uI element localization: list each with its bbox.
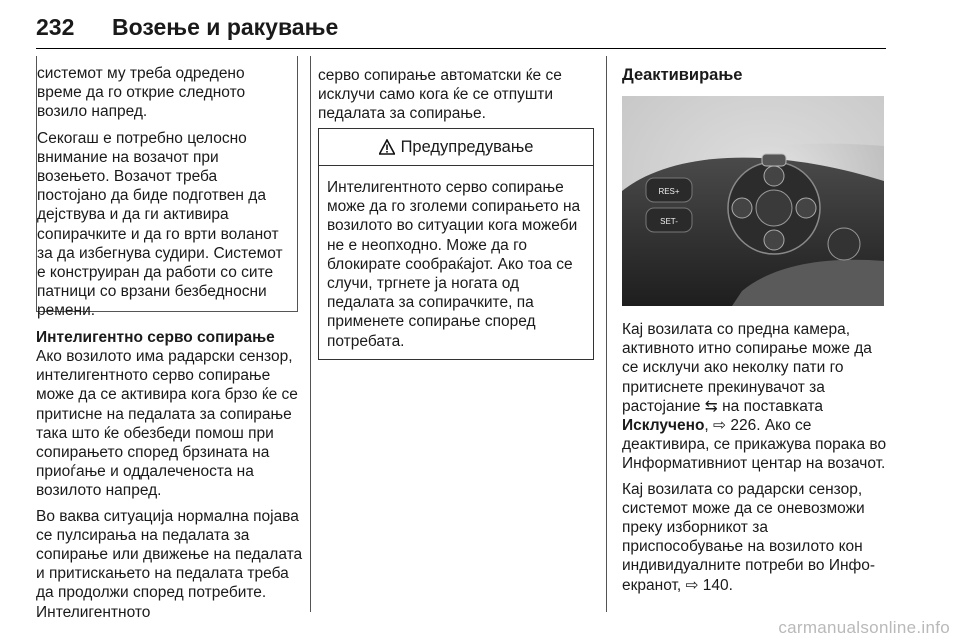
frame-paragraph-2: Секогаш е потребно целосно внимание на возачот при возењето. Возачот треба постојано да биде подготвен да дејствува и да ги активира сопирачките и да го врти воланот за да избегнува судири. Системот е конструиран да работи со сите патници со врзани безбедносни ремени. bbox=[37, 129, 283, 320]
section-title: Возење и ракување bbox=[112, 14, 339, 40]
column-1 bbox=[36, 328, 304, 628]
header-rule bbox=[36, 48, 886, 49]
column-3 bbox=[622, 66, 890, 85]
steering-wheel-photo bbox=[622, 96, 884, 306]
warning-text: Интелигентното серво сопирање може да го зголеми сопирањето на возилото во ситуации кога можеби не е неопходно. Може да го блокирате сообраќајот. Ако тоа се случи, тргнете ја ногата од педалата за сопирачките, па применете сопирање според потребата. bbox=[327, 179, 581, 350]
col1-paragraph-1: Ако возилото има радарски сензор, интелигентното серво сопирање може да се активира кога брзо ќе се притисне на педалата за сопирање така што ќе обезбеди помош при сопирањето според брзината на приоѓање и оддалеченоста на возилото напред. bbox=[36, 348, 298, 500]
p1-text-a: Кај возилата со предна камера, активното итно сопирање може да се исклучи ако неколку пати го притиснете прекинувачот за растојание bbox=[622, 321, 872, 415]
column-divider-2 bbox=[606, 56, 607, 612]
col1-paragraph-2: Во ваква ситуација нормална појава се пулсирања на педалата за сопирање или движење на педалата и притискањето на педалата треба да продолжи според потребите. Интелигентното bbox=[36, 507, 303, 621]
warning-box bbox=[318, 128, 594, 360]
col2-intro: серво сопирање автоматски ќе се исклучи само кога ќе се отпушти педалата за сопирање. bbox=[318, 67, 562, 123]
watermark: carmanualsonline.info bbox=[778, 618, 950, 637]
res-plus-label: RES+ bbox=[658, 187, 680, 196]
column-divider-1 bbox=[310, 56, 311, 612]
warning-title: Предупредување bbox=[400, 137, 534, 156]
warning-triangle-icon bbox=[379, 139, 395, 155]
p2-ref: 140. bbox=[702, 576, 733, 594]
p2-text-a: Кај возилата со радарски сензор, системот може да се оневозможи преку изборникот за приспособување на возилото кон индивидуалните потреби во Инфо-екранот, bbox=[622, 480, 876, 594]
frame-paragraph-1: системот му треба одредено време да го открие следното возило напред. bbox=[37, 65, 246, 121]
p1-off-setting: Исклучено bbox=[622, 417, 705, 435]
column-2 bbox=[318, 66, 594, 130]
column-3-body bbox=[622, 320, 890, 601]
page-ref-arrow-icon: ⇨ bbox=[685, 576, 699, 594]
warning-header bbox=[319, 129, 593, 166]
p1-text-b: на поставката bbox=[722, 397, 824, 415]
set-minus-label: SET- bbox=[660, 217, 678, 226]
col3-paragraph-1: Кај возилата со предна камера, активното итно сопирање може да се исклучи ако неколку пати го притиснете прекинувачот за растојание ⇆ на поставката Исклучено, ⇨ 226. Ако се деактивира, се прикажува порака во Информативниот центар на возачот. bbox=[622, 321, 887, 473]
deactivation-heading: Деактивирање bbox=[622, 66, 743, 84]
col3-paragraph-2 bbox=[622, 480, 890, 595]
continued-text-frame bbox=[36, 56, 298, 320]
page-number: 232 bbox=[36, 14, 75, 40]
page-header bbox=[36, 6, 886, 50]
intelligent-brake-heading: Интелигентно серво сопирање bbox=[36, 329, 275, 346]
p1-ref: 226. Ако се деактивира, се прикажува порака во Информативниот центар на возачот. bbox=[622, 417, 887, 473]
page-ref-arrow-icon: ⇨ bbox=[713, 417, 727, 435]
distance-switch-icon: ⇆ bbox=[704, 397, 718, 415]
